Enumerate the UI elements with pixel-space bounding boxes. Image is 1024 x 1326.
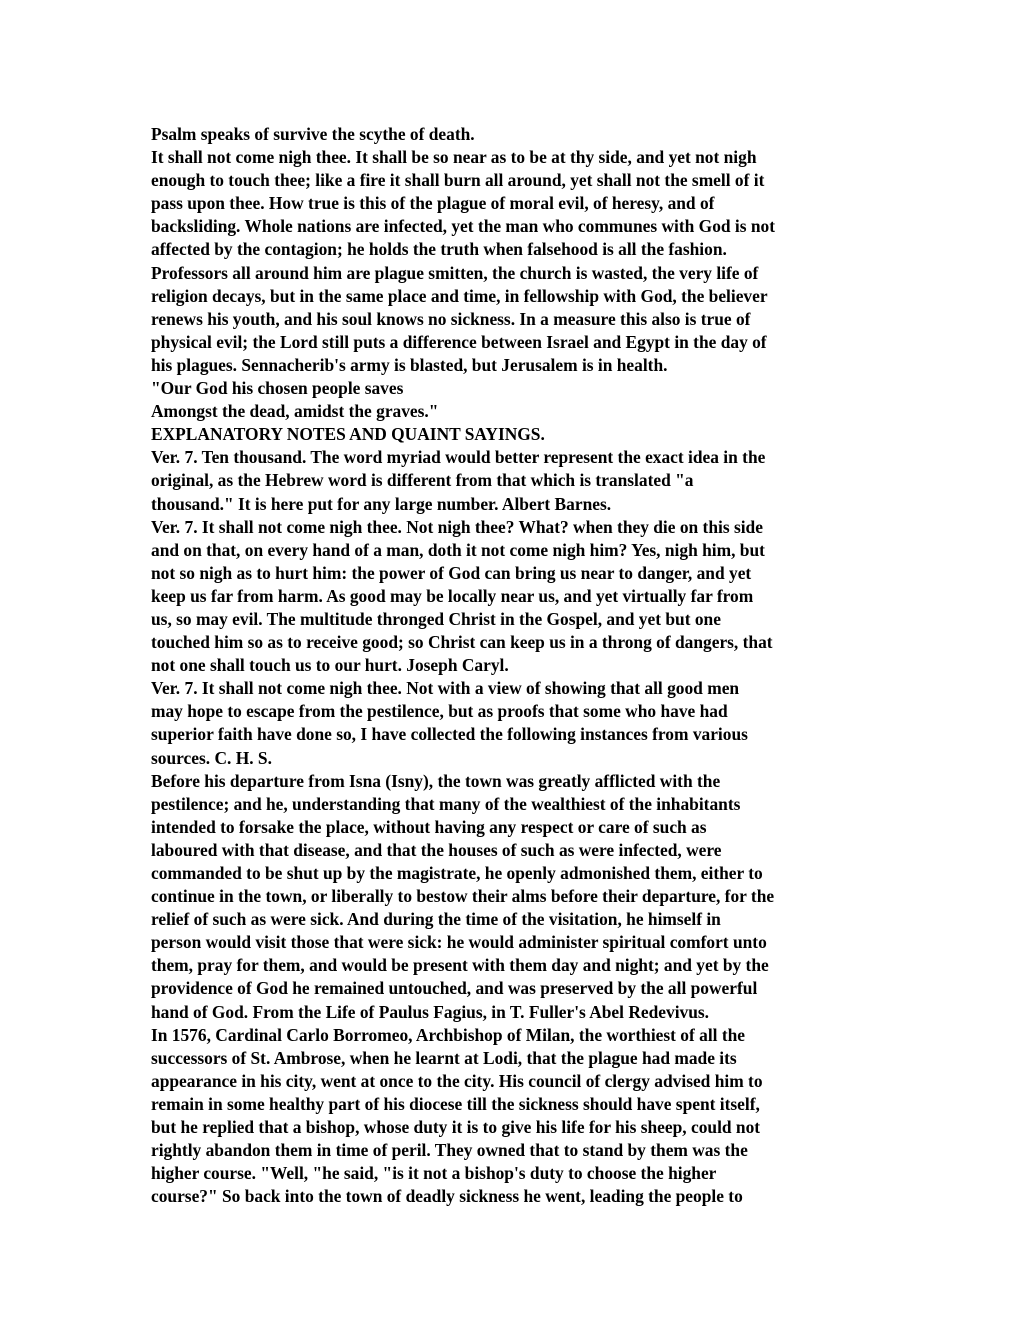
text-line: providence of God he remained untouched, and was preserved by the all powerful	[151, 978, 758, 999]
text-line: renews his youth, and his soul knows no sickness. In a measure this also is true of	[151, 308, 751, 329]
text-line: keep us far from harm. As good may be locally near us, and yet virtually far from	[151, 585, 754, 606]
text-line: intended to forsake the place, without having any respect or care of such as	[151, 816, 707, 837]
document-page	[151, 123, 881, 1208]
text-line: and on that, on every hand of a man, doth it not come nigh him? Yes, nigh him, but	[151, 539, 765, 560]
text-line: may hope to escape from the pestilence, but as proofs that some who have had	[151, 701, 728, 722]
text-line: laboured with that disease, and that the houses of such as were infected, were	[151, 839, 722, 860]
text-line: not so nigh as to hurt him: the power of God can bring us near to danger, and yet	[151, 562, 752, 583]
text-line: his plagues. Sennacherib's army is blasted, but Jerusalem is in health.	[151, 354, 668, 375]
text-line: Before his departure from Isna (Isny), the town was greatly afflicted with the	[151, 770, 721, 791]
text-line: rightly abandon them in time of peril. They owned that to stand by them was the	[151, 1140, 748, 1161]
text-line: Amongst the dead, amidst the graves."	[151, 401, 439, 422]
text-line: In 1576, Cardinal Carlo Borromeo, Archbishop of Milan, the worthiest of all the	[151, 1024, 746, 1045]
text-line: Psalm speaks of survive the scythe of death.	[151, 124, 475, 144]
text-line: affected by the contagion; he holds the truth when falsehood is all the fashion.	[151, 239, 727, 260]
text-line: original, as the Hebrew word is different from that which is translated "a	[151, 470, 694, 491]
text-line: not one shall touch us to our hurt. Joseph Caryl.	[151, 655, 509, 676]
text-line: commanded to be shut up by the magistrate, he openly admonished them, either to	[151, 863, 763, 883]
text-line: Professors all around him are plague smitten, the church is wasted, the very life of	[151, 262, 759, 283]
text-line: relief of such as were sick. And during the time of the visitation, he himself in	[151, 909, 721, 930]
text-line: physical evil; the Lord still puts a difference between Israel and Egypt in the day of	[151, 331, 767, 352]
text-line: successors of St. Ambrose, when he learnt at Lodi, that the plague had made its	[151, 1047, 737, 1068]
text-line: them, pray for them, and would be present with them day and night; and yet by the	[151, 955, 769, 976]
text-line: hand of God. From the Life of Paulus Fagius, in T. Fuller's Abel Redevivus.	[151, 1001, 710, 1022]
text-line: enough to touch thee; like a fire it shall burn all around, yet shall not the smell of it	[151, 170, 765, 191]
text-line: remain in some healthy part of his diocese till the sickness should have spent itself,	[151, 1093, 760, 1114]
text-line: It shall not come nigh thee. It shall be so near as to be at thy side, and yet not nigh	[151, 147, 757, 168]
text-line: pass upon thee. How true is this of the plague of moral evil, of heresy, and of	[151, 193, 715, 214]
text-line: Ver. 7. It shall not come nigh thee. Not nigh thee? What? when they die on this side	[151, 516, 763, 537]
text-line: continue in the town, or liberally to bestow their alms before their departure, for the	[151, 886, 775, 907]
text-line: us, so may evil. The multitude thronged Christ in the Gospel, and yet but one	[151, 608, 721, 629]
text-line: EXPLANATORY NOTES AND QUAINT SAYINGS.	[151, 424, 545, 445]
text-line: touched him so as to receive good; so Christ can keep us in a throng of dangers, that	[151, 632, 773, 653]
text-line: religion decays, but in the same place and time, in fellowship with God, the believer	[151, 285, 768, 306]
text-line: Ver. 7. It shall not come nigh thee. Not with a view of showing that all good men	[151, 678, 740, 699]
text-line: but he replied that a bishop, whose duty it is to give his life for his sheep, could not	[151, 1117, 761, 1138]
text-line: "Our God his chosen people saves	[151, 378, 404, 399]
text-line: thousand." It is here put for any large number. Albert Barnes.	[151, 493, 612, 514]
text-line: sources. C. H. S.	[151, 747, 272, 768]
text-line: person would visit those that were sick: he would administer spiritual comfort unto	[151, 932, 767, 953]
text-line: higher course. "Well, "he said, "is it not a bishop's duty to choose the higher	[151, 1163, 717, 1184]
text-line: backsliding. Whole nations are infected, yet the man who communes with God is not	[151, 216, 776, 237]
text-line: pestilence; and he, understanding that many of the wealthiest of the inhabitants	[151, 793, 741, 814]
text-line: superior faith have done so, I have collected the following instances from various	[151, 724, 748, 745]
text-line: appearance in his city, went at once to the city. His council of clergy advised him to	[151, 1070, 763, 1091]
text-line: course?" So back into the town of deadly sickness he went, leading the people to	[151, 1186, 743, 1207]
text-line: Ver. 7. Ten thousand. The word myriad would better represent the exact idea in the	[151, 447, 766, 468]
